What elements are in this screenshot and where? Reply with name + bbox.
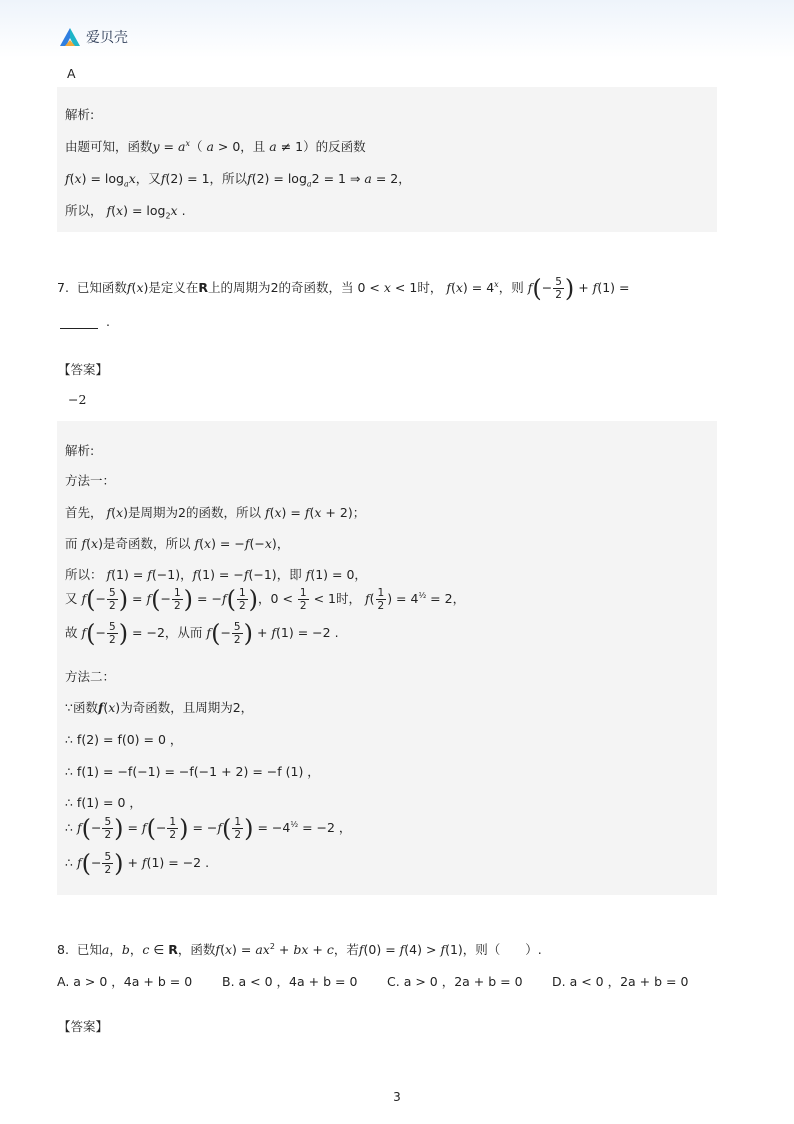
analysis-line: $f(x) = \log_ax$，又f(2) = 1，所以$f(2) = \log_a2 = 1$ ⇒ a = 2， [65,171,411,189]
answer-blank: . [60,314,110,329]
analysis-line: 由题可知，函数$y = a^x$（ a > 0，且 a ≠ 1）的反函数 [65,138,366,154]
panel-title: 解析: [65,443,95,458]
brand-name: 爱贝壳 [86,30,128,46]
analysis-line: 所以： f(1) = f(−1)，f(1) = −f(−1)，即 f(1) = 0， [65,567,367,582]
analysis-line: 而 f(x)是奇函数，所以 f(x) = −f(−x)， [65,536,290,551]
analysis-line: ∴ f(1) = −f(−1) = −f(−1 + 2) = −f (1) ， [65,764,320,779]
logo-mark-icon [59,27,81,47]
analysis-line: ∴ f(− $\frac{5}{2}$ ) = f(− $\frac{1}{2}$ ) = −f( $\frac{1}{2}$ ) = $-4^{\frac{1}{2}} = -2$ ， [65,814,352,843]
analysis-line: 首先， f(x)是周期为2的函数，所以 f(x) = f(x + 2)； [65,505,366,520]
option-b[interactable]: B. a < 0 ，4a + b = 0 [222,974,358,989]
q7-answer: −2 [68,392,87,407]
analysis-panel-1 [57,87,717,232]
question-8: 8. 已知a，b，c ∈ R，函数$f(x) = ax^2$ + bx + c，若f(0) = f(4) > f(1)，则（ ）. [57,941,542,957]
option-d[interactable]: D. a < 0 ，2a + b = 0 [552,974,689,989]
analysis-line: 所以， $f(x) = \log_2x$ . [65,203,186,221]
analysis-line: 又 f(− $\frac{5}{2}$ ) = f(− $\frac{1}{2}$ ) = −f( $\frac{1}{2}$ )，0 < $\frac{1}{2}$ < 1时， f( $\frac{1}{2}$ ) = $4^{\frac{1}{2}} = 2$， [65,585,466,614]
analysis-line: ∵函数f(x)为奇函数，且周期为2， [65,700,254,715]
analysis-line: ∴ f(− $\frac{5}{2}$ ) + f(1) = −2 . [65,849,210,878]
analysis-line: ∴ f(1) = 0 ， [65,795,142,810]
method-two-label: 方法二： [65,669,116,684]
previous-answer: A [67,66,76,81]
analysis-line: ∴ f(2) = f(0) = 0 ， [65,732,183,747]
question-7: 7. 已知函数f(x)是定义在R上的周期为2的奇函数，当 0 < x < 1时， $f(x) = 4^x$，则 f(− $\frac{5}{2}$ ) + f(1) = [57,274,630,303]
panel-title: 解析: [65,107,95,122]
option-a[interactable]: A. a > 0 ，4a + b = 0 [57,974,193,989]
analysis-panel-2 [57,421,717,895]
analysis-line: 故 f(− $\frac{5}{2}$ ) = −2，从而 f(− $\frac{5}{2}$ ) + f(1) = −2 . [65,619,339,648]
method-one-label: 方法一： [65,473,116,488]
page-number: 3 [393,1090,401,1104]
brand-logo [59,27,128,47]
option-c[interactable]: C. a > 0 ，2a + b = 0 [387,974,523,989]
answer-label: 【答案】 [58,1019,109,1034]
answer-label: 【答案】 [58,362,109,377]
